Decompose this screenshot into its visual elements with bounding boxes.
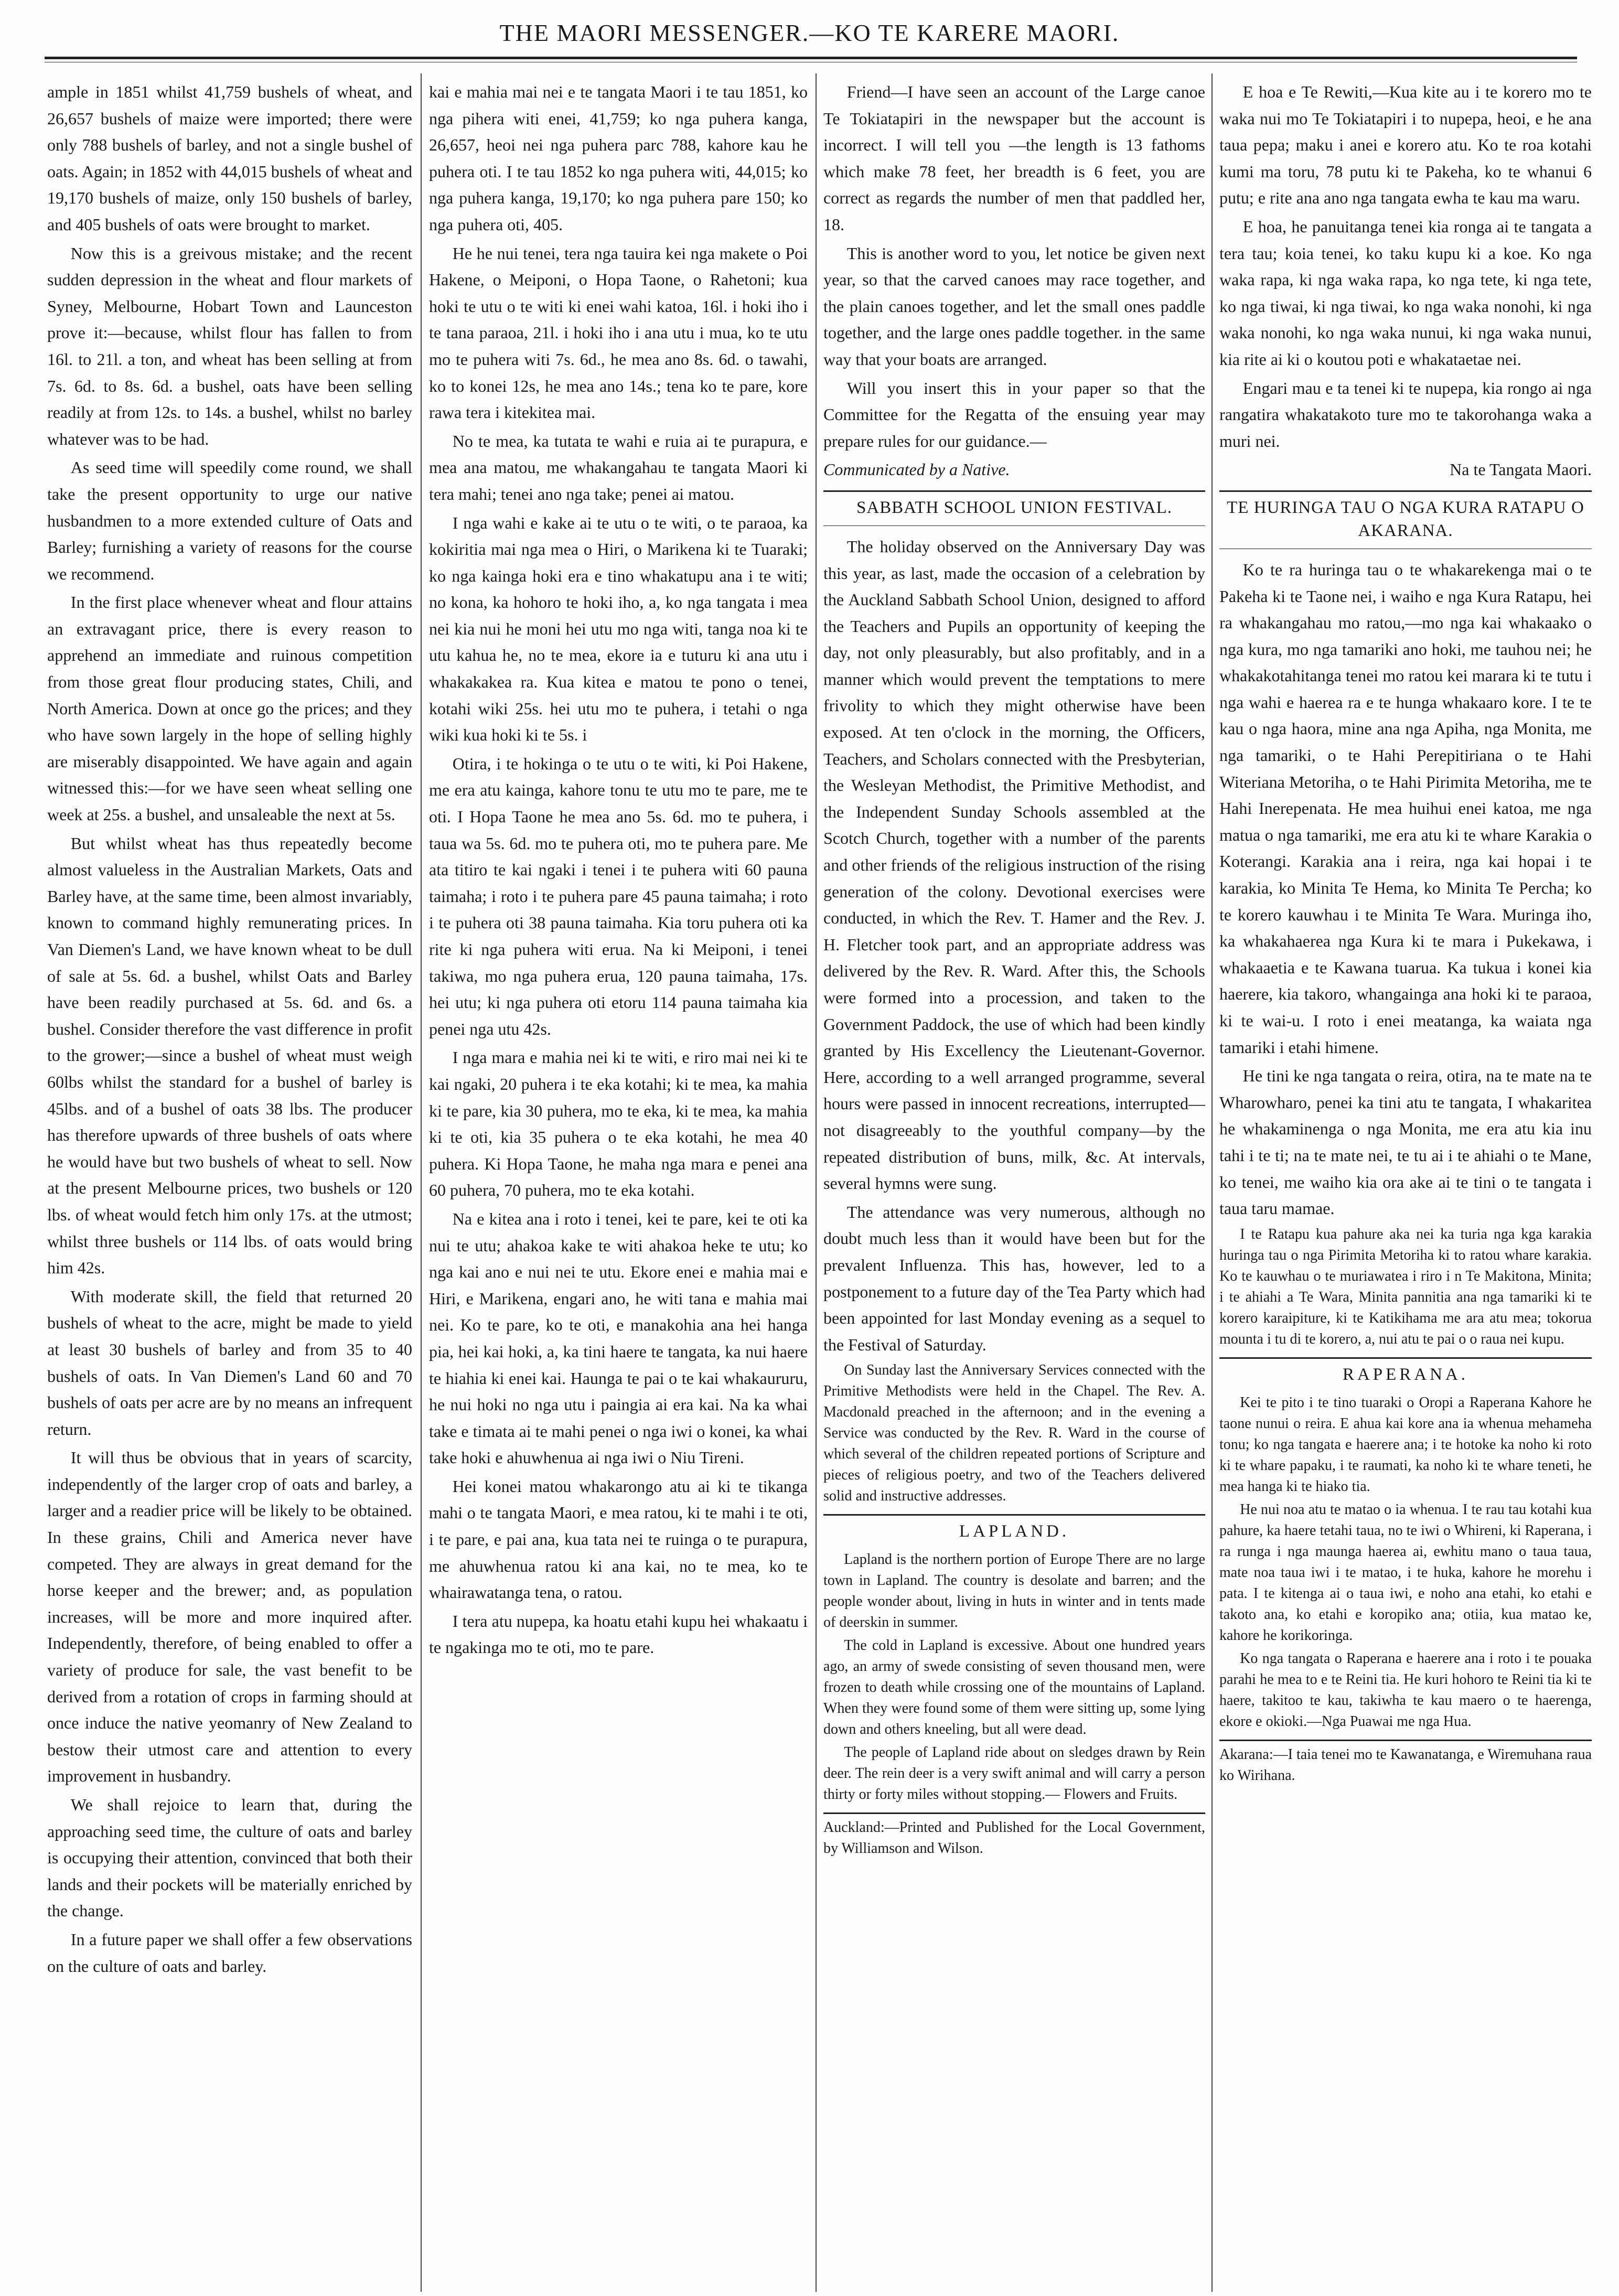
article-paragraph: The people of Lapland ride about on sledges drawn by Rein deer. The rein deer is a very swift animal and will carry a person thirty or forty miles without stopping.— Flowers and Fruits.	[823, 1744, 1205, 1803]
masthead	[0, 0, 1619, 62]
article-paragraph: We shall rejoice to learn that, during the approaching seed time, the culture of oats and barley is occupying their attention, convinced that both their lands and their pockets will be materially enriched by the change.	[47, 1795, 412, 1921]
article-paragraph: The attendance was very numerous, although no doubt much less than it would have been but for the prevalent Influenza. This has, however, led to a postponement to a future day of the Tea Party which had been appointed for last Monday evening as a sequel to the Festival of Saturday.	[823, 1202, 1205, 1354]
article-paragraph: Otira, i te hokinga o te utu o te witi, ki Poi Hakene, me era atu kainga, kahore tonu te utu mo te pare, me te oti. I Hopa Taone he mea ano 5s. 6d. mo te puhera, i taua wa 5s. 6d. mo te puhera oti, mo te puhera pare. Me ata titiro te kai ngaki i tenei i te puhera witi 60 pauna taimaha; i roto i te puhera pare 45 pauna taimaha; i roto i te puhera oti 38 pauna taimaha. Kia toru puhera oti ka rite ki nga puhera witi erua. Na ki Meiponi, i tenei takiwa, mo nga puhera erua, 120 pauna taimaha, 17s. hei utu; ki nga puhera oti etoru 114 pauna taimaha kia penei nga utu 42s.	[429, 754, 808, 1038]
article-paragraph: On Sunday last the Anniversary Services connected with the Primitive Methodists were held in the Chapel. The Rev. A. Macdonald preached in the afternoon; and in the evening a Service was conducted by the Rev. R. Ward in the course of which several of the children repeated portions of Scripture and pieces of religious poetry, and two of the Teachers delivered solid and instructive addresses.	[823, 1362, 1205, 1505]
letter-signature: Communicated by a Native.	[823, 460, 1010, 479]
column-1-oats-barley-article	[47, 79, 412, 2292]
article-paragraph: I nga wahi e kake ai te utu o te witi, o te paraoa, ka kokiritia mai nga mea o Hiri, o Marikena ki te Tuaraki; ko nga kainga hoki era e tino whakatupu ana i te witi; no kona, ka hohoro te hoki iho, a, ko nga tangata i mea nei kia nui he moni hei utu mo nga witi, tanga noa ki te utu kahua he, no te mea, ekore ia e tuturu ki ana utu i whakakakea ra. Kua kitea e matou te pono o tenei, kotahi wiki 25s. hei utu mo te puhera, i tetahi o nga wiki kua hoki ki te 5s. i	[429, 513, 808, 745]
letter-paragraph: E hoa e Te Rewiti,—Kua kite au i te korero mo te waka nui mo Te Tokiatapiri i to nupepa, heoi, e he ana taua pepa; maku i anei e korero atu. Ko te roa kotahi kumi ma toru, 78 putu ki te Pakeha, ko te whanui 6 putu; e rite ana ano nga tangata ewha te kau ma waru.	[1219, 82, 1592, 208]
letter-paragraph: This is another word to you, let notice be given next year, so that the carved canoes may race together, and the plain canoes together, and let the small ones paddle together, and the large ones paddle together. in the same way that your boats are arranged.	[823, 243, 1205, 369]
letter-paragraph: E hoa, he panuitanga tenei kia ronga ai te tangata a tera tau; koia tenei, ko taku kupu ki a koe. Ko nga waka rapa, ki nga waka rapa, ko nga tete, ki nga tete, ko nga tiwai, ki nga tiwai, ko nga waka nonohi, ki nga waka nonohi, ko nga waka nunui, ki nga waka nunui, kia rite ai ki o koutou poti e whakataetae nei.	[1219, 217, 1592, 369]
article-paragraph: He tini ke nga tangata o reira, otira, na te mate na te Wharowharo, penei ka tini atu te tangata, I whakaritea he whakaminenga o nga Monita, me era atu kia inu tahi i te ti; na te mate nei, te tu ai i te ahiahi o te Mane, ko tenei, me waiho kia ora ake ai te tini o te tangata i taua taru mamae.	[1219, 1066, 1592, 1218]
article-paragraph: The holiday observed on the Anniversary Day was this year, as last, made the occasion of a celebration by the Auckland Sabbath School Union, designed to afford the Teachers and Pupils an opportunity of keeping the day, not only pleasurably, but also profitably, and in a manner which would prevent the temptations to mere frivolity to which they might otherwise have been exposed. At ten o'clock in the morning, the Officers, Teachers, and Scholars connected with the Presbyterian, the Wesleyan Methodist, the Primitive Methodist, and the Independent Sunday Schools assembled at the Scotch Church, together with a number of the parents and other friends of the religious instruction of the rising generation of the colony. Devotional exercises were conducted, in which the Rev. T. Hamer and the Rev. J. H. Fletcher took part, and an appropriate address was delivered by the Rev. R. Ward. After this, the Schools were formed into a procession, and taken to the Government Paddock, the use of which had been kindly granted by His Excellency the Lieutenant-Governor. Here, according to a well arranged programme, several hours were passed in innocent recreations, interrupted—not disagreeably to the youthful company—by the repeated distribution of buns, milk, &c. At intervals, several hymns were sung.	[823, 537, 1205, 1193]
section-heading: SABBATH SCHOOL UNION FESTIVAL.	[856, 498, 1173, 517]
heading-rule	[823, 525, 1205, 526]
section-rule	[1219, 1357, 1592, 1359]
section-heading: TE HURINGA TAU O NGA KURA RATAPU O AKARANA.	[1227, 498, 1584, 540]
article-paragraph: With moderate skill, the field that returned 20 bushels of wheat to the acre, might be made to yield at least 30 bushels of barley and from 35 to 40 bushels of oats. In Van Diemen's Land 60 and 70 bushels of oats per acre are by no means an infrequent return.	[47, 1286, 412, 1439]
section-heading: RAPERANA.	[1342, 1365, 1469, 1384]
column-2-maori-article	[429, 79, 808, 2292]
letter-paragraph: Will you insert this in your paper so that the Committee for the Regatta of the ensuing year may prepare rules for our guidance.—	[823, 378, 1205, 450]
article-paragraph: Hei konei matou whakarongo atu ai ki te tikanga mahi o te tangata Maori, e mea ratou, ki te mahi i te oti, i te pare, e pai ana, kua tata nei te ruinga o te purapura, me ahuwhenua ratou ki ana kai, no te mea, ko te whairawatanga tena, o ratou.	[429, 1476, 808, 1602]
article-paragraph: I te Ratapu kua pahure aka nei ka turia nga kga karakia huringa tau o nga Pirimita Metoriha ki to ratou whare karakia. Ko te kauwhau o te muriawatea i riro i n Te Makitona, Minita; i te ahiahi a Te Wara, Minita pannitia ana nga tamariki ki te korero karaipiture, ki te Katikihama me ara atu mea; tokorua mounta i tu di te korero, a, nui atu te pai o o raua nei kupu.	[1219, 1226, 1592, 1347]
column-divider	[421, 73, 422, 2292]
section-rule	[823, 490, 1205, 492]
article-paragraph: I tera atu nupepa, ka hoatu etahi kupu hei whakaatu i te ngakinga mo te oti, mo te pare.	[429, 1611, 808, 1657]
article-paragraph: kai e mahia mai nei e te tangata Maori i te tau 1851, ko nga pihera witi enei, 41,759; ko nga puhera kanga, 26,657, heoi nei nga puhera parc 788, kahore kau he puhera oti. I te tau 1852 ko nga puhera witi, 44,015; ko nga puhera kanga, 19,170; ko nga puhera pare 150; ko nga puhera oti, 405.	[429, 82, 808, 234]
article-paragraph: Now this is a greivous mistake; and the recent sudden depression in the wheat and flour markets of Syney, Melbourne, Hobart Town and Launceston prove it:—because, whilst flour has fallen to from 16l. to 21l. a ton, and wheat has been selling at from 7s. 6d. to 8s. 6d. a bushel, oats have been selling readily at from 12s. to 14s. a bushel, whilst no barley whatever was to be had.	[47, 243, 412, 448]
section-heading: LAPLAND.	[959, 1522, 1070, 1541]
newspaper-title: THE MAORI MESSENGER.—KO TE KARERE MAORI.	[499, 19, 1120, 46]
column-divider	[1211, 73, 1213, 2292]
section-rule	[823, 1812, 1205, 1814]
column-3-english-items	[823, 79, 1205, 2292]
letter-paragraph: Friend—I have seen an account of the Large canoe Te Tokiatapiri in the newspaper but the account is incorrect. I will tell you —the length is 13 fathoms which make 78 feet, her breadth is 6 feet, you are correct as regards the number of men that paddled her, 18.	[823, 82, 1205, 234]
article-paragraph: In the first place whenever wheat and flour attains an extravagant price, there is every reason to apprehend an immediate and ruinous competition from those great flour producing states, Chili, and North America. Down at once go the prices; and they who have sown largely in the hope of selling highly are miserably disappointed. We have again and again witnessed this:—for we have seen wheat selling one week at 25s. a bushel, and unsaleable the next at 5s.	[47, 593, 412, 824]
column-divider	[816, 73, 817, 2292]
article-paragraph: ample in 1851 whilst 41,759 bushels of wheat, and 26,657 bushels of maize were imported; there were only 788 bushels of barley, and not a single bushel of oats. Again; in 1852 with 44,015 bushels of wheat and 19,170 bushels of maize, only 150 bushels of barley, and 405 bushels of oats were brought to market.	[47, 82, 412, 234]
section-rule	[823, 1514, 1205, 1516]
letter-signature: Na te Tangata Maori.	[1450, 460, 1592, 479]
article-paragraph: I nga mara e mahia nei ki te witi, e riro mai nei ki te kai ngaki, 20 puhera i te eka kotahi; ki te mea, ka mahia ki te pare, kia 30 puhera, mo te eka, ki te mea, ka mahia ki te oti, kia 35 puhera o te eka kotahi, he mea 40 puhera. Ki Hopa Taone, he maha nga mara e penei ana 60 puhera, 70 puhera, mo te eka kotahi.	[429, 1048, 808, 1200]
article-paragraph: The cold in Lapland is excessive. About one hundred years ago, an army of swede consisting of seven thousand men, were frozen to death while crossing one of the mountains of Lapland. When they were found some of them were sitting up, some lying down and others kneeling, but all were dead.	[823, 1637, 1205, 1738]
article-paragraph: Kei te pito i te tino tuaraki o Oropi a Raperana Kahore he taone nunui o reira. E ahua kai kore ana ia whenua mehameha tonu; ko nga tangata e haerere ana; i te hotoke ka noho ki roto ki te whare papaku, i te raumati, ka noho ki te whare teneti, he mea hanga ki te hiako tia.	[1219, 1394, 1592, 1495]
imprint: Akarana:—I taia tenei mo te Kawanatanga, e Wiremuhana raua ko Wirihana.	[1219, 1746, 1592, 1784]
article-paragraph: But whilst wheat has thus repeatedly become almost valueless in the Australian Markets, Oats and Barley have, at the same time, been almost invariably, known to command highly remunerating prices. In Van Diemen's Land, we have known wheat to be dull of sale at 5s. 6d. a bushel, whilst Oats and Barley have been readily purchased at 5s. 6d. and 6s. a bushel. Consider therefore the vast difference in profit to the grower;—since a bushel of wheat must weigh 60lbs whilst the standard for a bushel of barley is 45lbs. and of a bushel of oats 38 lbs. The producer has therefore upwards of three bushels of oats where he would have but two bushels of wheat to sell. Now at the present Melbourne prices, two bushels or 120 lbs. of wheat would fetch him only 17s. at the utmost; whilst three bushels or 114 lbs. of oats would bring him 42s.	[47, 833, 412, 1278]
article-paragraph: As seed time will speedily come round, we shall take the present opportunity to urge our native husbandmen to a more extended culture of Oats and Barley; furnishing a variety of reasons for the course we recommend.	[47, 458, 412, 583]
article-paragraph: Lapland is the northern portion of Europe There are no large town in Lapland. The country is desolate and barren; and the people wonder about, living in huts in winter and in tents made of deerskin in summer.	[823, 1551, 1205, 1631]
article-paragraph: He he nui tenei, tera nga tauira kei nga makete o Poi Hakene, o Meiponi, o Hopa Taone, o Rahetoni; kua hoki te utu o te witi ki enei wahi katoa, 16l. i hoki iho i te tana paraoa, 21l. i hoki iho i ana utu i mua, ko te utu mo te puhera witi 7s. 6d., he mea ano 8s. 6d. o tawahi, ko to konei 12s, he mea ano 14s.; tena ko te pare, kore rawa tera i kitekitea mai.	[429, 243, 808, 422]
masthead-rule	[45, 57, 1577, 59]
article-paragraph: It will thus be obvious that in years of scarcity, independently of the larger crop of oats and barley, a larger and a readier price will be likely to be obtained. In these grains, Chili and America never have competed. They are always in great demand for the horse keeper and the brewer; and, as population increases, will be more and more inquired after. Independently, therefore, of being enabled to offer a variety of produce for sale, the vast benefit to be derived from a rotation of crops in farming should at once induce the native yeomanry of New Zealand to bestow their utmost care and attention to every improvement in husbandry.	[47, 1448, 412, 1786]
article-paragraph: Na e kitea ana i roto i tenei, kei te pare, kei te oti ka nui te utu; ahakoa kake te witi ahakoa heke te utu; ko nga kai ano e nui nei te utu. Ekore enei e mahia mai e Hiri, e Marikena, engari ano, he witi tana e mahia mai nei. Ko te pare, ko te oti, e manakohia ana hei hanga pia, hei kai hoki, a, ka tini haere te tangata, ka nui haere te hiahia ki enei kai. Haunga te pai o te kai whakaururu, he nui hoki no nga utu i paingia ai era kai. Na ka whai take e timata ai te mahi penei o nga iwi o konei, ka whai take hoki e ahuwhenua ai nga iwi o Niu Tireni.	[429, 1209, 808, 1467]
article-paragraph: He nui noa atu te matao o ia whenua. I te rau tau kotahi kua pahure, ka haere tetahi taua, no te iwi o Whireni, ki Raperana, i ra runga i nga maunga haerea ai, ewhitu mano o taua taua, mate noa taua iwi i te matao, i te huka, kahore he morehu i pata. I te kitenga ai o taua iwi, e noho ana etahi, ko etahi e takoto ana, ko etahi e koropiko ana; otiia, kua matao ke, kahore he korikoringa.	[1219, 1501, 1592, 1644]
imprint: Auckland:—Printed and Published for the Local Government, by Williamson and Wilson.	[823, 1819, 1205, 1857]
letter-paragraph: Engari mau e ta tenei ki te nupepa, kia rongo ai nga rangatira whakatakoto ture mo te takorohanga waka a muri nei.	[1219, 378, 1592, 450]
article-paragraph: In a future paper we shall offer a few observations on the culture of oats and barley.	[47, 1929, 412, 1976]
column-4-maori-items	[1219, 79, 1592, 2292]
article-paragraph: No te mea, ka tutata te wahi e ruia ai te purapura, e mea ana matou, me whakangahau te tangata Maori ki tera mahi; tenei ano nga take; penei ai matou.	[429, 431, 808, 503]
section-rule	[1219, 490, 1592, 492]
article-paragraph: Ko te ra huringa tau o te whakarekenga mai o te Pakeha ki te Taone nei, i waiho e nga Kura Ratapu, hei ra whakangahau mo ratou,—mo nga kai whakaako o nga kura, mo nga tamariki ano hoki, me tauhou nei; he whakakotahitanga tenei mo ratou kei marara ki te tutu i nga wahi e haerea ra e te hunga whakaaro kore. I te te kau o nga haora, mine ana nga Apiha, nga Monita, me nga tamariki, o te Hahi Perepitiriana o te Hahi Witeriana Metoriha, o te Hahi Pirimita Metoriha, me te Hahi Inerepenata. He mea huihui enei katoa, me nga matua o nga tamariki, me era atu ki te whare Karakia o Koterangi. Karakia ana i reira, nga kai hopai i te karakia, ko Minita Te Hema, ko Minita Te Percha; ko te korero kauwhau i te Minita Te Wara. Muringa iho, ka whakahaerea nga Kura ki te mara i Pukekawa, i whakaaetia e te Kawana tuarua. Ka tukua i konei kia haerere, kia takoro, whangainga ana hoki ki te paraoa, ki te wai-u. I roto i enei meatanga, ka waiata nga tamariki i etahi himene.	[1219, 560, 1592, 1057]
section-rule	[1219, 1740, 1592, 1741]
article-paragraph: Ko nga tangata o Raperana e haerere ana i roto i te pouaka parahi he mea to e te Reini tia. He kuri hohoro te Reini tia ki te haere, takitoo te kau, takiwha te kau maero o te haerenga, ekore e okioki.—Nga Puawai me nga Hua.	[1219, 1650, 1592, 1730]
